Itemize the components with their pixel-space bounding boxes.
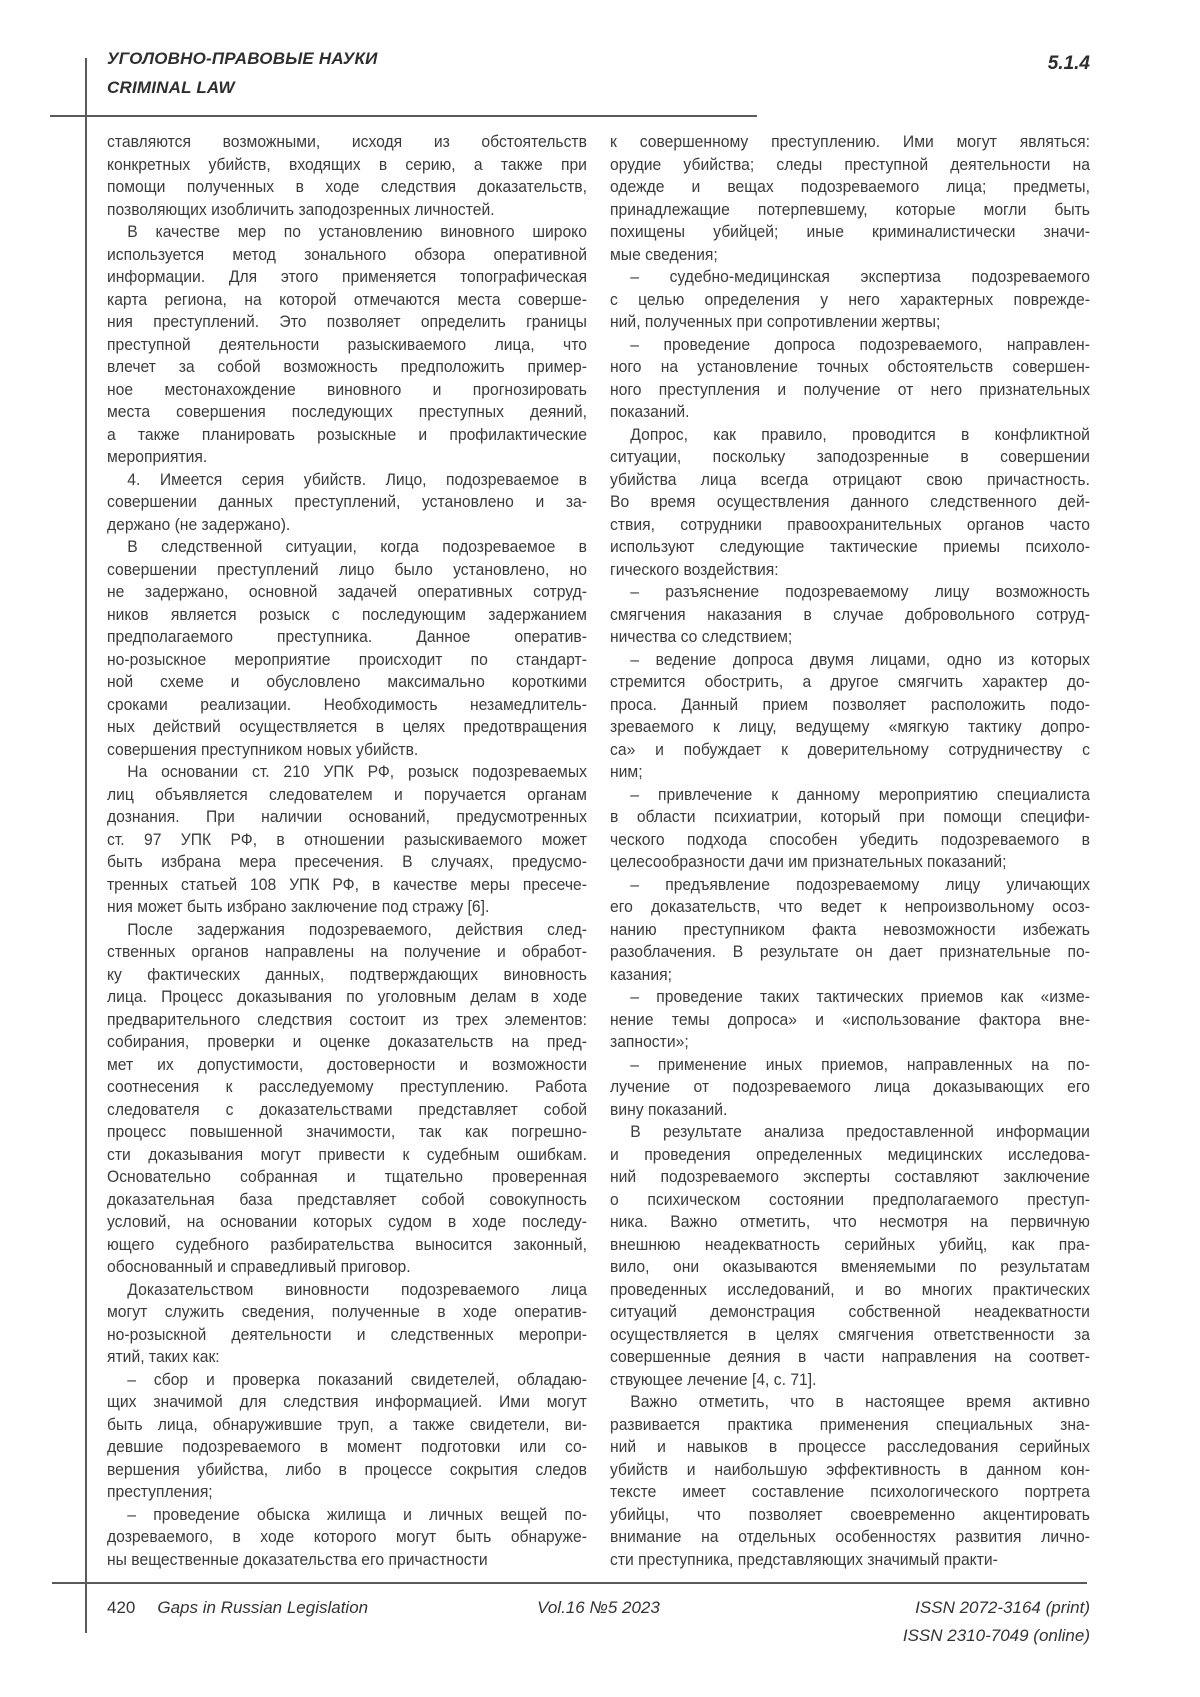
text-line: держано (не задержано). (107, 514, 291, 534)
paragraph (610, 1391, 1090, 1571)
text-line: помощи полученных в ходе следствия доказательств, (107, 177, 587, 196)
paragraph (107, 1279, 587, 1369)
text-line: щих значимой для следствия информацией. Ими могут (107, 1392, 587, 1411)
text-line: В следственной ситуации, когда подозреваемое в (127, 537, 587, 556)
text-line: запности»; (610, 1032, 689, 1051)
text-line: са» и побуждает к доверительному сотрудничеству с (610, 739, 1090, 759)
text-line: сти преступника, представляющих значимый практи- (610, 1549, 998, 1569)
paragraph (107, 131, 587, 221)
text-line: Во время осуществления данного следственного дей- (610, 492, 1090, 511)
paragraph (610, 986, 1090, 1054)
text-line: конкретных убийств, входящих в серию, а также при (107, 154, 587, 174)
text-line: – проведение допроса подозреваемого, направлен- (630, 334, 1090, 354)
text-line: могут служить сведения, полученные в ходе оператив- (107, 1302, 587, 1321)
text-line: но-розыскной деятельности и следственных меропри- (107, 1324, 587, 1344)
text-line: принадлежащие потерпевшему, которые могли быть (610, 199, 1090, 219)
text-line: ников является розыск с последующим задержанием (107, 604, 587, 624)
text-line: условий, на основании которых судом в ходе последу- (107, 1212, 587, 1231)
text-line: ний и навыков в процессе расследования серийных (610, 1437, 1090, 1456)
left-margin-rule (85, 58, 87, 1633)
section-title-ru: УГОЛОВНО-ПРАВОВЫЕ НАУКИ (107, 49, 378, 68)
text-line: о психическом состоянии предполагаемого преступ- (610, 1189, 1090, 1209)
text-line: ческого подхода способен убедить подозреваемого в (610, 829, 1090, 849)
text-line: ного на установление точных обстоятельств совершен- (610, 357, 1090, 376)
text-line: внешнюю неадекватность серийных убийц, как пра- (610, 1234, 1090, 1254)
text-line: ним; (610, 762, 643, 781)
text-line: проведенных исследований, и во многих практических (610, 1279, 1090, 1299)
issn-print: ISSN 2072-3164 (print) (915, 1598, 1090, 1617)
text-line: мет их допустимости, достоверности и возможности (107, 1054, 587, 1074)
text-line: влечет за собой возможность предположить пример- (107, 357, 587, 376)
text-column-right (610, 131, 1090, 1571)
text-line: нение темы допроса» и «использование фактора вне- (610, 1009, 1090, 1029)
text-line: мероприятия. (107, 447, 208, 466)
text-line: используют следующие тактические приемы психоло- (610, 537, 1090, 556)
text-line: Основательно собранная и тщательно проверенная (107, 1167, 587, 1186)
text-line: Допрос, как правило, проводится в конфликтной (630, 424, 1090, 444)
issue-info: Vol.16 №5 2023 (537, 1598, 660, 1617)
paragraph (610, 131, 1090, 266)
text-line: к совершенному преступлению. Ими могут являться: (610, 132, 1090, 151)
text-line: – проведение таких тактических приемов как «изме- (630, 987, 1090, 1006)
text-line: – проведение обыска жилища и личных вещей по- (127, 1504, 587, 1524)
text-line: дозреваемого, в ходе которого могут быть обнаруже- (107, 1527, 587, 1546)
paragraph (107, 919, 587, 1279)
text-line: ст. 97 УПК РФ, в отношении разыскиваемого может (107, 829, 587, 849)
paragraph (610, 334, 1090, 424)
text-line: ющего судебного разбирательства выносится законный, (107, 1234, 587, 1254)
paragraph (610, 649, 1090, 784)
text-line: осуществляется в целях смягчения ответственности за (610, 1324, 1090, 1344)
text-line: проса. Данный прием позволяет расположить подо- (610, 694, 1090, 714)
text-line: развивается практика применения специальных зна- (610, 1414, 1090, 1434)
text-line: совершения преступником новых убийств. (107, 739, 419, 759)
text-line: – применение иных приемов, направленных на по- (630, 1054, 1090, 1074)
text-line: в области психиатрии, который при помощи специфи- (610, 807, 1090, 826)
footer-rule (52, 1582, 1087, 1584)
text-line: ствующее лечение [4, с. 71]. (610, 1369, 817, 1389)
text-line: девшие подозреваемого в момент подготовки или со- (107, 1437, 587, 1456)
text-line: с целью определения у него характерных поврежде- (610, 289, 1090, 309)
text-line: ку фактических данных, подтверждающих виновность (107, 964, 587, 984)
text-line: доказательная база представляет собой совокупность (107, 1189, 587, 1209)
journal-name: Gaps in Russian Legislation (157, 1598, 369, 1617)
text-line: разоблачения. В результате он дает признательные по- (610, 942, 1090, 961)
text-line: казания; (610, 964, 672, 984)
text-line: гического воздействия: (610, 559, 779, 579)
text-line: вершения убийства, либо в процессе сокрытия следов (107, 1459, 587, 1479)
text-line: В качестве мер по установлению виновного широко (127, 222, 587, 241)
text-line: следователя с доказательствами представляет собой (107, 1099, 587, 1119)
text-line: предполагаемого преступника. Данное оператив- (107, 627, 587, 646)
section-title-en: CRIMINAL LAW (107, 78, 235, 97)
text-line: ситуации, поскольку заподозренные в совершении (610, 447, 1090, 466)
text-line: быть избрана мера пресечения. В случаях, предусмо- (107, 852, 587, 871)
text-line: – сбор и проверка показаний свидетелей, обладаю- (127, 1369, 587, 1389)
text-line: внимание на отдельных особенностях развития лично- (610, 1527, 1090, 1546)
text-line: совершении данных преступлений, установлено и за- (107, 492, 587, 511)
paragraph (107, 1369, 587, 1504)
text-line: информации. Для этого применяется топографическая (107, 267, 587, 286)
text-line: На основании ст. 210 УПК РФ, розыск подозреваемых (127, 762, 587, 781)
text-line: но-розыскное мероприятие происходит по стандарт- (107, 649, 587, 669)
text-line: вило, они оказываются вменяемыми по результатам (610, 1257, 1090, 1276)
text-line: ния может быть избрано заключение под стражу [6]. (107, 897, 490, 916)
text-line: Доказательством виновности подозреваемого лица (127, 1279, 587, 1299)
text-line: ситуаций демонстрация собственной неадекватности (610, 1302, 1090, 1321)
text-line: обоснованный и справедливый приговор. (107, 1257, 411, 1276)
text-line: ных действий осуществляется в целях предотвращения (107, 717, 587, 736)
paragraph (610, 266, 1090, 334)
text-line: вину показаний. (610, 1099, 728, 1119)
text-line: лучение от подозреваемого лица доказывающих его (610, 1077, 1090, 1096)
text-line: целесообразности дачи им признательных показаний; (610, 852, 1007, 871)
text-line: ния преступлений. Это позволяет определить границы (107, 312, 587, 331)
text-line: лица. Процесс доказывания по уголовным делам в ходе (107, 987, 587, 1006)
text-line: показаний. (610, 402, 690, 421)
page-number: 420 (107, 1598, 136, 1617)
text-line: преступной деятельности разыскиваемого лица, что (107, 334, 587, 354)
section-code: 5.1.4 (1047, 53, 1090, 74)
text-line: нанию преступником факта невозможности избежать (610, 919, 1090, 939)
text-line: стремится обострить, а другое смягчить характер до- (610, 672, 1090, 691)
page-header (107, 44, 1090, 102)
text-line: – ведение допроса двумя лицами, одно из которых (630, 649, 1090, 669)
text-line: убийства лица всегда отрицают свою причастность. (610, 469, 1090, 489)
paragraph (610, 1054, 1090, 1122)
text-line: позволяющих изобличить заподозренных личностей. (107, 199, 495, 219)
paragraph (610, 424, 1090, 582)
text-line: собирания, проверки и оценке доказательств на пред- (107, 1032, 587, 1051)
text-line: тренных статьей 108 УПК РФ, в качестве меры пресече- (107, 874, 587, 894)
text-line: ной схеме и обусловлено максимально короткими (107, 672, 587, 691)
text-line: мые сведения; (610, 244, 718, 264)
text-line: соотнесения к расследуемому преступлению. Работа (107, 1077, 587, 1096)
text-line: быть лица, обнаружившие труп, а также свидетели, ви- (107, 1414, 587, 1434)
text-line: ствия, сотрудники правоохранительных органов часто (610, 514, 1090, 534)
text-line: 4. Имеется серия убийств. Лицо, подозреваемое в (127, 469, 587, 489)
text-line: зреваемого к лицу, ведущему «мягкую тактику допро- (610, 717, 1090, 736)
paragraph (107, 469, 587, 537)
text-line: сроками реализации. Необходимость незамедлитель- (107, 694, 587, 714)
paragraph (107, 1504, 587, 1572)
text-line: дознания. При наличии оснований, предусмотренных (107, 807, 587, 826)
paragraph (610, 874, 1090, 987)
paragraph (610, 1121, 1090, 1391)
text-line: процесс повышенной значимости, так как погрешно- (107, 1122, 587, 1141)
text-line: – разъяснение подозреваемому лицу возможность (630, 582, 1090, 601)
paragraph (107, 536, 587, 761)
text-line: убийств и наибольшую эффективность в данном кон- (610, 1459, 1090, 1479)
text-line: одежде и вещах подозреваемого лица; предметы, (610, 177, 1090, 196)
text-line: – предъявление подозреваемому лицу уличающих (630, 874, 1090, 894)
text-line: а также планировать розыскные и профилактические (107, 424, 587, 444)
text-line: совершении преступлений лицо было установлено, но (107, 559, 587, 579)
paragraph (107, 761, 587, 919)
text-line: В результате анализа предоставленной информации (630, 1122, 1090, 1141)
text-line: – привлечение к данному мероприятию специалиста (630, 784, 1090, 804)
text-line: сти доказывания могут привести к судебным ошибкам. (107, 1144, 587, 1164)
text-line: – судебно-медицинская экспертиза подозреваемого (630, 267, 1090, 286)
text-line: ны вещественные доказательства его причастности (107, 1549, 488, 1569)
text-line: тексте имеет составление психологического портрета (610, 1482, 1090, 1501)
issn-online: ISSN 2310-7049 (online) (902, 1626, 1090, 1645)
text-line: ника. Важно отметить, что несмотря на первичную (610, 1212, 1090, 1231)
text-line: убийцы, что позволяет своевременно акцентировать (610, 1504, 1090, 1524)
paragraph (610, 581, 1090, 649)
text-line: его доказательств, что ведет к непроизвольному осоз- (610, 897, 1090, 916)
text-line: преступления; (107, 1482, 213, 1501)
text-line: совершенные деяния в части направления на соответ- (610, 1347, 1090, 1366)
text-line: ное местонахождение виновного и прогнозировать (107, 379, 587, 399)
text-line: Важно отметить, что в настоящее время активно (630, 1392, 1090, 1411)
text-line: ний подозреваемого эксперты составляют заключение (610, 1167, 1090, 1186)
header-rule (50, 115, 757, 117)
text-line: похищены убийцей; иные криминалистически значи- (610, 222, 1090, 241)
text-line: После задержания подозреваемого, действия след- (127, 919, 587, 939)
text-line: ственных органов направлены на получение и обработ- (107, 942, 587, 961)
text-column-left (107, 131, 587, 1571)
text-line: и проведения определенных медицинских исследова- (610, 1144, 1090, 1164)
text-line: орудие убийства; следы преступной деятельности на (610, 154, 1090, 174)
text-line: ставляются возможными, исходя из обстоятельств (107, 132, 587, 151)
text-line: ничества со следствием; (610, 627, 793, 646)
text-line: ного преступления и получение от него признательных (610, 379, 1090, 399)
paragraph (610, 784, 1090, 874)
text-line: не задержано, основной задачей оперативных сотруд- (107, 582, 587, 601)
text-line: ятий, таких как: (107, 1347, 220, 1366)
text-line: ний, полученных при сопротивлении жертвы; (610, 312, 941, 331)
text-line: смягчения наказания в случае добровольного сотруд- (610, 604, 1090, 624)
paragraph (107, 221, 587, 469)
text-line: предварительного следствия состоит из трех элементов: (107, 1009, 587, 1029)
footer-issn (903, 1594, 1090, 1650)
text-line: места совершения последующих преступных деяний, (107, 402, 587, 421)
text-line: карта региона, на которой отмечаются места соверше- (107, 289, 587, 309)
text-line: лиц объявляется следователем и поручается органам (107, 784, 587, 804)
text-line: используется метод зонального обзора оперативной (107, 244, 587, 264)
